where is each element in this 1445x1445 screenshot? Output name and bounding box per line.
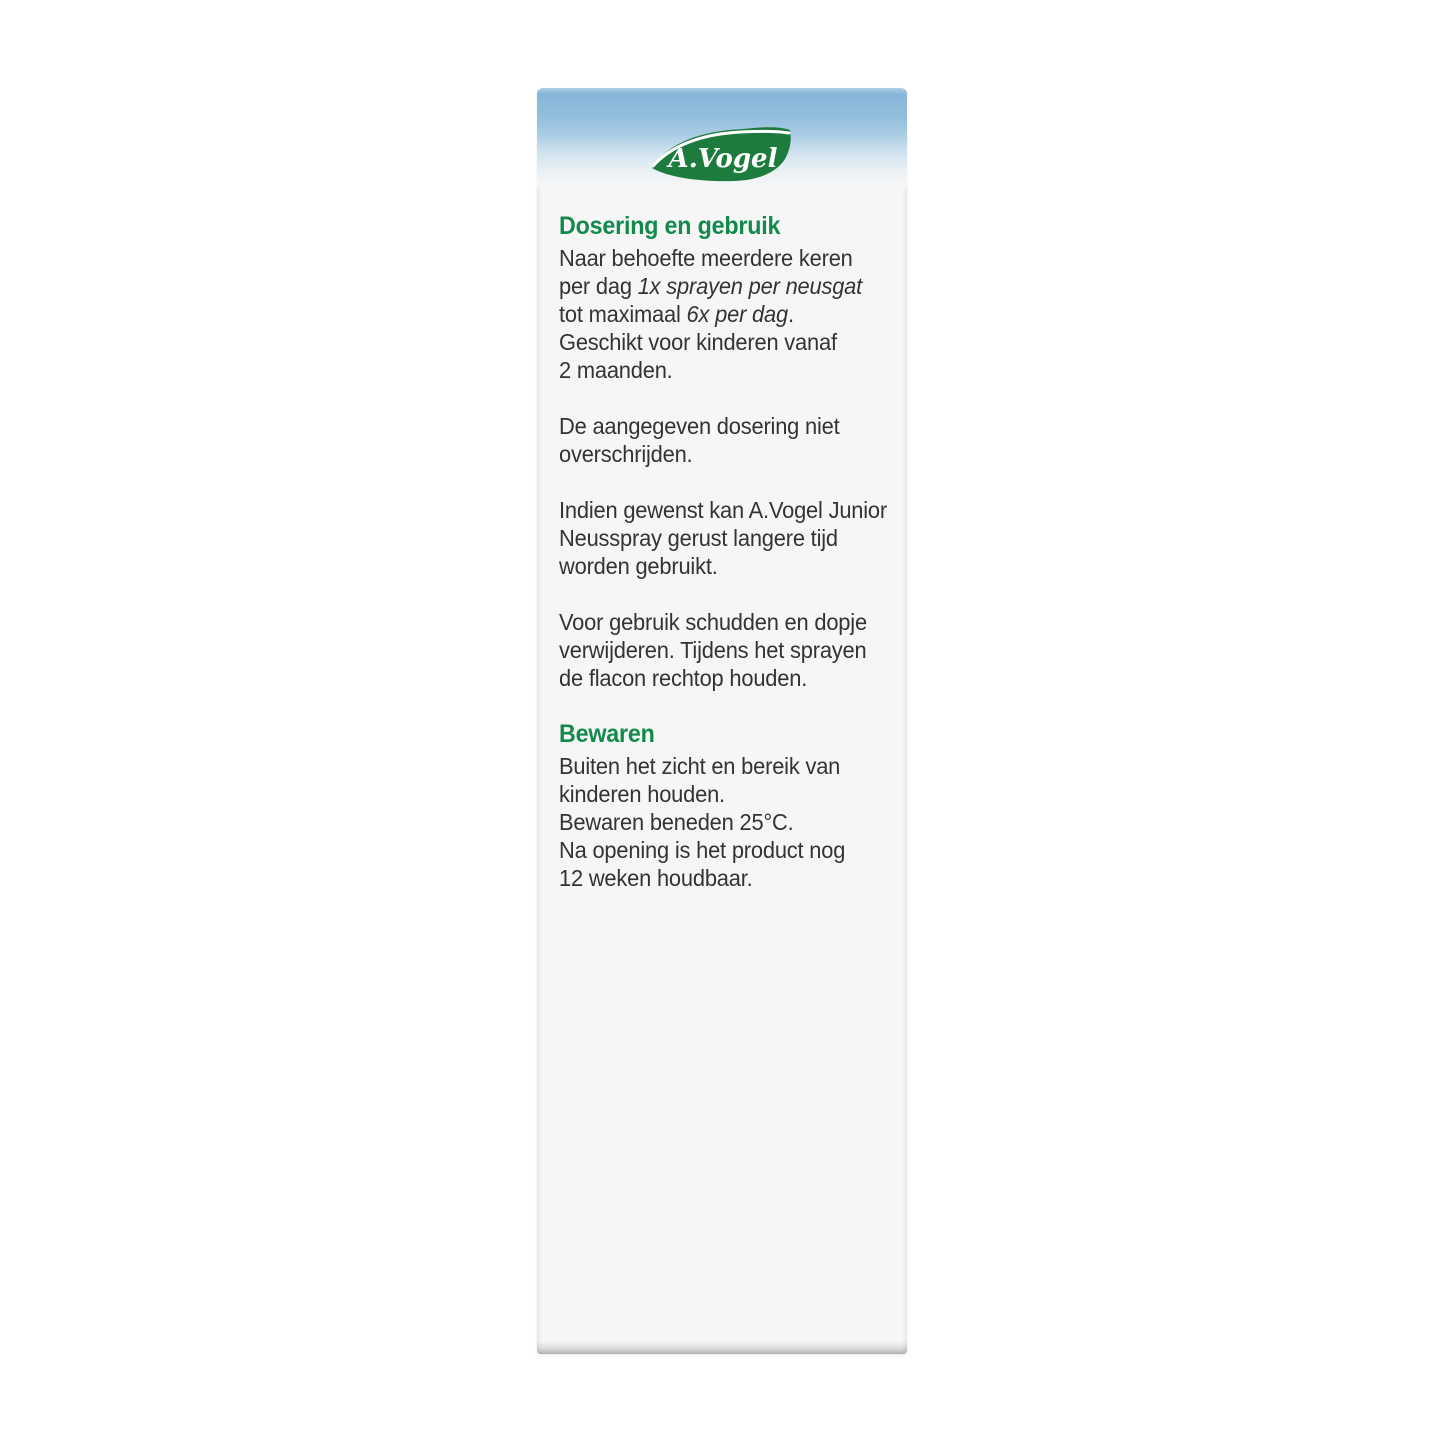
text-line: Naar behoefte meerdere keren [559,245,853,271]
panel-bottom-edge [537,1341,907,1354]
text-line: per dag 1x sprayen per neusgat [559,273,863,299]
paragraph [559,244,890,384]
text-line: Neusspray gerust langere tijd [559,525,838,551]
paragraph [559,752,890,892]
text-line: Voor gebruik schudden en dopje [559,609,867,635]
text-line: kinderen houden. [559,781,725,807]
paragraph [559,608,890,692]
text-line: de flacon rechtop houden. [559,665,808,691]
text-line: Bewaren beneden 25°C. [559,809,794,835]
text-line: Geschikt voor kinderen vanaf [559,329,837,355]
text-line: Na opening is het product nog [559,837,846,863]
text-line: overschrijden. [559,441,693,467]
paragraph [559,412,890,468]
paragraph [559,496,890,580]
section-heading: Bewaren [559,720,655,748]
text-line: verwijderen. Tijdens het sprayen [559,637,867,663]
text-line: tot maximaal 6x per dag. [559,301,794,327]
text-line: 2 maanden. [559,357,673,383]
text-line: Indien gewenst kan A.Vogel Junior [559,497,887,523]
panel-content [559,88,890,892]
text-line: 12 weken houdbaar. [559,865,753,891]
text-line: Buiten het zicht en bereik van [559,753,841,779]
text-line: worden gebruikt. [559,553,718,579]
package-panel [537,88,907,1354]
text-line: De aangegeven dosering niet [559,413,840,439]
logo-text: A.Vogel [668,144,778,174]
section-heading: Dosering en gebruik [559,212,781,240]
